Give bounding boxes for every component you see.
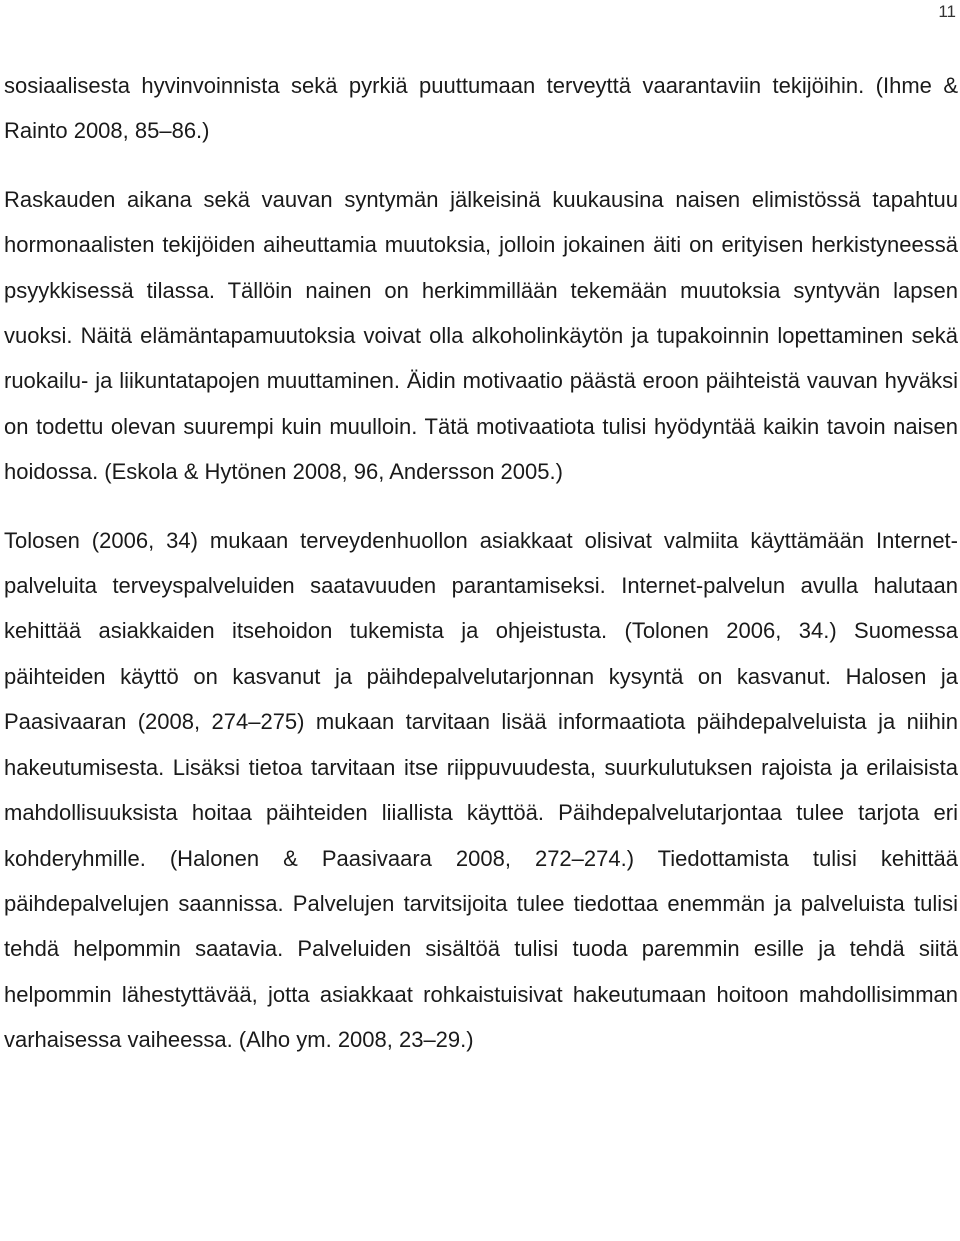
page-number: 11 bbox=[938, 2, 956, 21]
paragraph-2: Raskauden aikana sekä vauvan syntymän jälkeisinä kuukausina naisen elimistössä tapahtuu hormonaalisten tekijöiden aiheuttamia muutoksia, jolloin jokainen äiti on erityisen herkistyneessä psyykkisessä tilassa. Tällöin nainen on herkimmillään tekemään muutoksia syntyvän lapsen vuoksi. Näitä elämäntapamuutoksia voivat olla alkoholinkäytön ja tupakoinnin lopettaminen sekä ruokailu- ja liikuntatapojen muuttaminen. Äidin motivaatio päästä eroon päihteistä vauvan hyväksi on todettu olevan suurempi kuin muulloin. Tätä motivaatiota tulisi hyödyntää kaikin tavoin naisen hoidossa. (Eskola & Hytönen 2008, 96, Andersson 2005.) bbox=[4, 186, 958, 485]
paragraph-1: sosiaalisesta hyvinvoinnista sekä pyrkiä puuttumaan terveyttä vaarantaviin tekijöihin. (Ihme & Rainto 2008, 85–86.) bbox=[4, 73, 958, 144]
paragraph-3: Tolosen (2006, 34) mukaan terveydenhuollon asiakkaat olisivat valmiita käyttämään Internet- palveluita terveyspalveluiden saatavuuden parantamiseksi. Internet-palvelun avulla halutaan kehittää asiakkaiden itsehoidon tukemista ja ohjeistusta. (Tolonen 2006, 34.) Suomessa päihteiden käyttö on kasvanut ja päihdepalvelutarjonnan kysyntä on kasvanut. Halosen ja Paasivaaran (2008, 274–275) mukaan tarvitaan lisää informaatiota päihdepalveluista ja niihin hakeutumisesta. Lisäksi tietoa tarvitaan itse riippuvuudesta, suurkulutuksen rajoista ja erilaisista mahdollisuuksista hoitaa päihteiden liiallista käyttöä. Päihdepalvelutarjontaa tulee tarjota eri kohderyhmille. (Halonen & Paasivaara 2008, 272–274.) Tiedottamista tulisi kehittää päihdepalvelujen saannissa. Palvelujen tarvitsijoita tulee tiedottaa enemmän ja palveluista tulisi tehdä helpommin saatavia. Palveluiden sisältöä tulisi tuoda paremmin esille ja tehdä siitä helpommin lähestyttävää, jotta asiakkaat rohkaistuisivat hakeutumaan hoitoon mahdollisimman varhaisessa vaiheessa. (Alho ym. 2008, 23–29.) bbox=[4, 527, 958, 1053]
document-body bbox=[4, 63, 958, 1063]
